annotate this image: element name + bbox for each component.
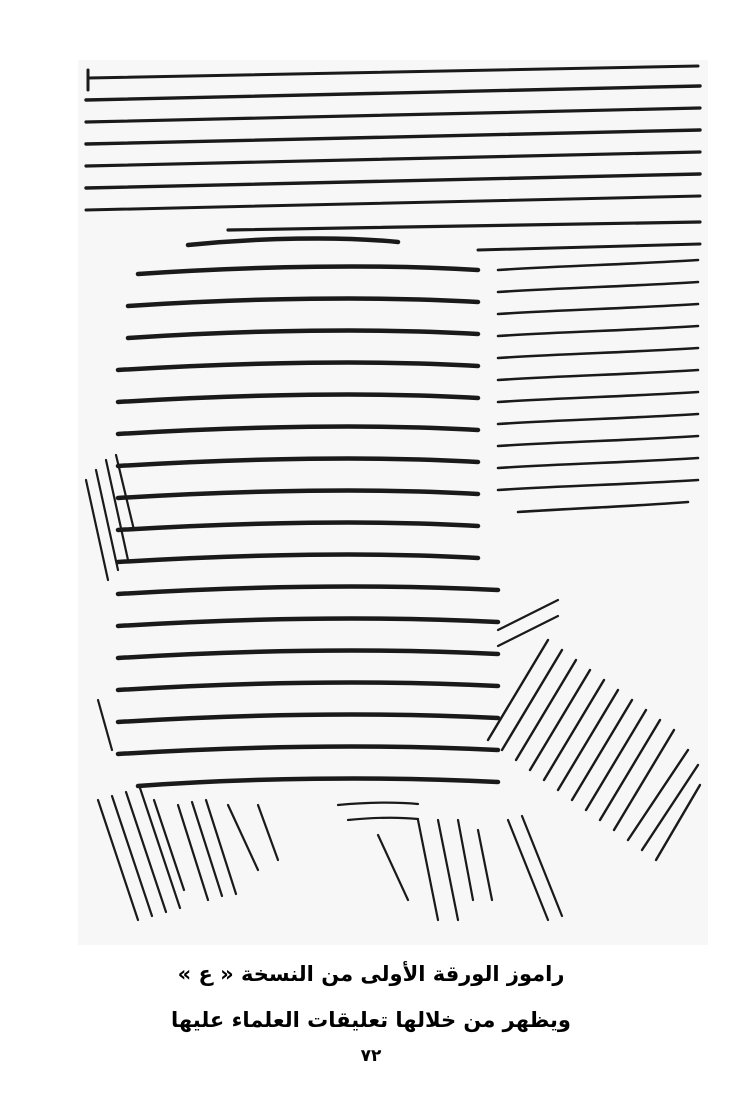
page-number: ٧٢	[360, 1046, 382, 1066]
manuscript-handwriting	[78, 60, 708, 945]
top-text-block	[86, 66, 700, 250]
manuscript-image	[78, 60, 708, 945]
basmala-line	[188, 238, 398, 245]
figure-caption-title: راموز الورقة الأولى من النسخة « ع »	[177, 962, 565, 986]
right-margin-notes	[498, 260, 698, 512]
main-text-column	[118, 267, 498, 786]
figure-caption-subtitle: ويظهر من خلالها تعليقات العلماء عليها	[171, 1008, 571, 1032]
lower-right-notes	[338, 600, 700, 920]
